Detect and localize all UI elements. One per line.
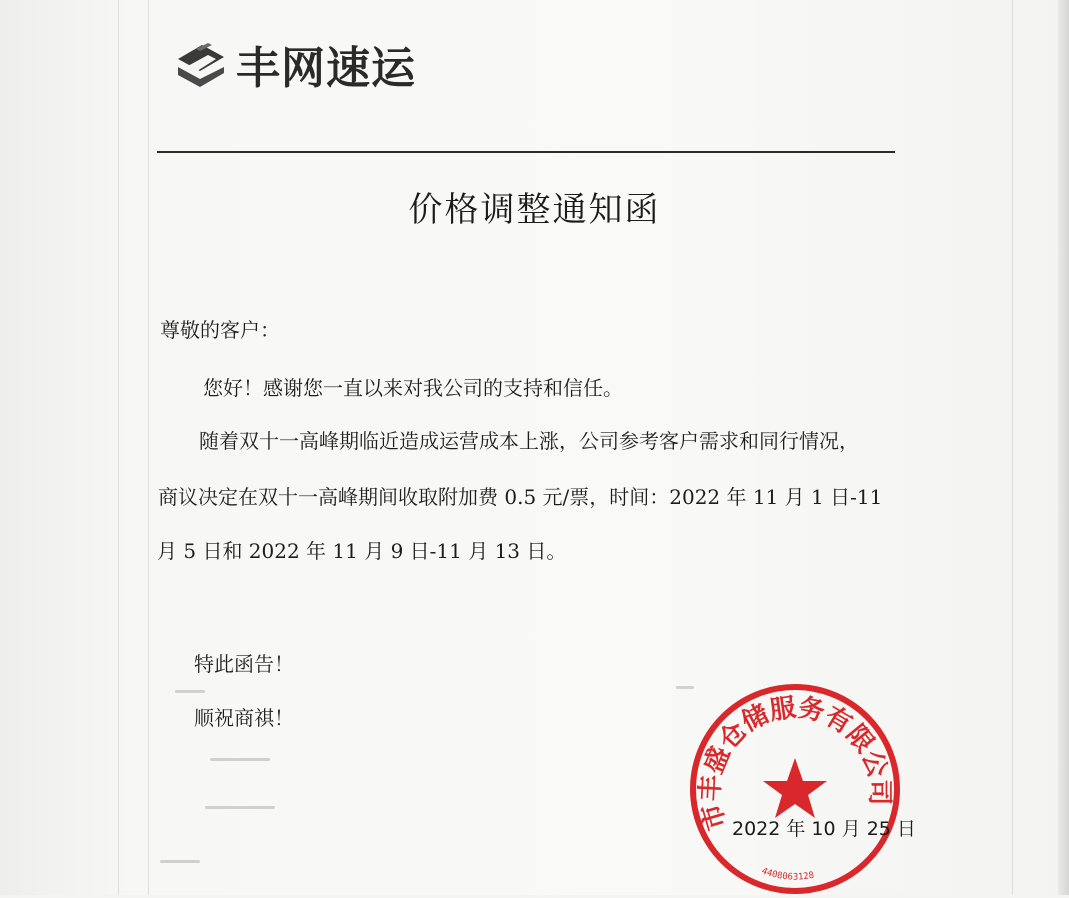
page-title: 价格调整通知函 — [408, 190, 661, 230]
scan-smudge — [175, 690, 205, 693]
header-divider — [157, 151, 895, 153]
scan-smudge — [210, 758, 270, 761]
company-seal — [686, 680, 904, 898]
page-edge-shadow — [1058, 0, 1069, 895]
scan-streak — [1012, 0, 1013, 895]
body-line-1: 随着双十一高峰期临近造成运营成本上涨，公司参考客户需求和同行情况， — [199, 429, 859, 453]
body-line-2: 商议决定在双十一高峰期间收取附加费 0.5 元/票，时间：2022 年 11 月 1 日-11 — [158, 485, 883, 509]
fengwang-logo-icon — [172, 37, 230, 91]
greeting-paragraph: 您好！感谢您一直以来对我公司的支持和信任。 — [203, 376, 623, 400]
scan-smudge — [205, 806, 275, 809]
svg-text:4408063128: 4408063128 — [760, 866, 815, 883]
scan-smudge — [160, 860, 200, 863]
scan-streak — [118, 0, 119, 895]
company-logo — [172, 32, 416, 96]
closing-line-1: 特此函告！ — [194, 652, 294, 676]
salutation: 尊敬的客户： — [160, 318, 280, 342]
closing-line-2: 顺祝商祺！ — [194, 706, 294, 730]
signature-date: 2022 年 10 月 25 日 — [732, 818, 916, 840]
svg-text:市丰盛仓储服务有限公司: 市丰盛仓储服务有限公司 — [695, 692, 895, 834]
body-line-3: 月 5 日和 2022 年 11 月 9 日-11 月 13 日。 — [157, 539, 567, 563]
scan-streak — [148, 0, 149, 895]
brand-name: 丰网速运 — [236, 43, 416, 94]
